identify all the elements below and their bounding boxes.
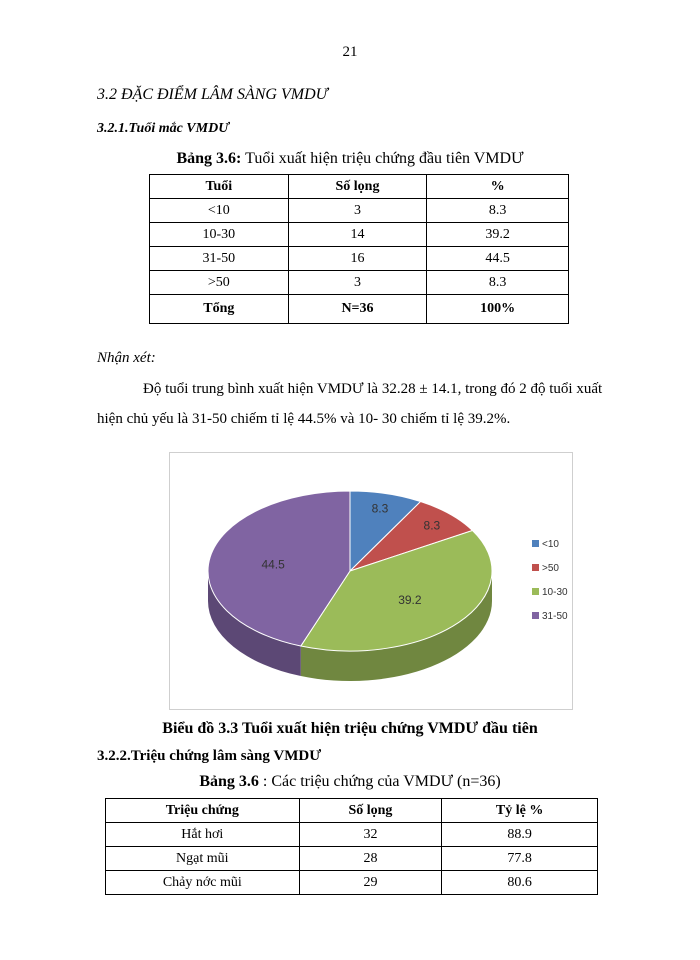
- legend-swatch: [532, 588, 539, 595]
- table2-caption-text: : Các triệu chứng của VMDƯ (n=36): [258, 773, 501, 790]
- table-cell: <10: [150, 199, 289, 223]
- header-cell: Số lọng: [288, 175, 427, 199]
- table-cell: Hắt hơi: [106, 823, 300, 847]
- table-cell: 80.6: [442, 871, 598, 895]
- pie-data-label: 8.3: [423, 518, 441, 533]
- table-cell: 77.8: [442, 847, 598, 871]
- table-row: [150, 223, 569, 247]
- age-table: [149, 174, 569, 324]
- remark-line-2: hiện chủ yếu là 31-50 chiếm tỉ lệ 44.5% và 10- 30 chiếm tỉ lệ 39.2%.: [97, 411, 511, 427]
- pie-chart-frame: [169, 452, 573, 710]
- legend-label: >50: [542, 563, 559, 574]
- remark-label: Nhận xét:: [97, 350, 156, 366]
- table1-caption: [0, 150, 700, 168]
- table-cell: 32: [299, 823, 442, 847]
- table-row: [106, 847, 598, 871]
- table-cell: 39.2: [427, 223, 569, 247]
- table-row: [150, 199, 569, 223]
- table1-caption-label: Bảng 3.6:: [176, 150, 242, 167]
- table2-caption: [0, 773, 700, 791]
- table-cell: 88.9: [442, 823, 598, 847]
- total-cell: 100%: [427, 295, 569, 324]
- table-row: [150, 271, 569, 295]
- pie-data-label: 8.3: [371, 501, 389, 516]
- total-cell: Tổng: [150, 295, 289, 324]
- pie-data-label: 39.2: [398, 593, 422, 608]
- table-cell: 16: [288, 247, 427, 271]
- legend-label: <10: [542, 539, 559, 550]
- table-header-row: [150, 175, 569, 199]
- table-header-row: [106, 799, 598, 823]
- table1-caption-text: Tuổi xuất hiện triệu chứng đầu tiên VMDƯ: [241, 150, 524, 167]
- header-cell: Tuổi: [150, 175, 289, 199]
- table-cell: 3: [288, 271, 427, 295]
- table-cell: 14: [288, 223, 427, 247]
- chart-caption: Biểu đồ 3.3 Tuổi xuất hiện triệu chứng VMDƯ đầu tiên: [162, 720, 538, 737]
- legend-swatch: [532, 612, 539, 619]
- header-cell: Tỷ lệ %: [442, 799, 598, 823]
- total-cell: N=36: [288, 295, 427, 324]
- table-row: [106, 871, 598, 895]
- legend-swatch: [532, 540, 539, 547]
- header-cell: Số lọng: [299, 799, 442, 823]
- table-cell: 8.3: [427, 271, 569, 295]
- table-cell: 44.5: [427, 247, 569, 271]
- table-cell: 10-30: [150, 223, 289, 247]
- table-total-row: [150, 295, 569, 324]
- pie-chart: [170, 453, 572, 709]
- table-cell: Chảy nớc mũi: [106, 871, 300, 895]
- table2-caption-label: Bảng 3.6: [199, 773, 259, 790]
- remark-line-1: Độ tuổi trung bình xuất hiện VMDƯ là 32.28 ± 14.1, trong đó 2 độ tuổi xuất: [143, 381, 603, 397]
- legend-swatch: [532, 564, 539, 571]
- table-row: [150, 247, 569, 271]
- symptoms-table: [105, 798, 598, 895]
- table-cell: 28: [299, 847, 442, 871]
- table-cell: 29: [299, 871, 442, 895]
- header-cell: %: [427, 175, 569, 199]
- legend-label: 10-30: [542, 587, 568, 598]
- table-cell: >50: [150, 271, 289, 295]
- table-cell: 31-50: [150, 247, 289, 271]
- table-cell: Ngạt mũi: [106, 847, 300, 871]
- table-cell: 8.3: [427, 199, 569, 223]
- page-number: 21: [342, 44, 358, 60]
- subsection-heading-age: 3.2.1.Tuổi mắc VMDƯ: [97, 121, 230, 136]
- table-row: [106, 823, 598, 847]
- section-heading: 3.2 ĐẶC ĐIỂM LÂM SÀNG VMDƯ: [97, 86, 328, 103]
- pie-data-label: 44.5: [261, 557, 285, 572]
- legend-label: 31-50: [542, 611, 568, 622]
- table-cell: 3: [288, 199, 427, 223]
- subsection-heading-symptoms: 3.2.2.Triệu chứng lâm sàng VMDƯ: [97, 748, 322, 764]
- header-cell: Triệu chứng: [106, 799, 300, 823]
